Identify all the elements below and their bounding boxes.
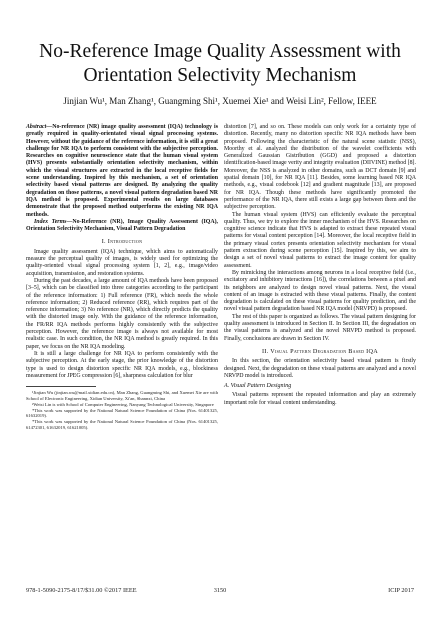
title-line-2: Orientation Selectivity Mechanism — [83, 65, 357, 86]
section-heading-visual-pattern: II. Visual Pattern Degradation Based IQA — [261, 347, 379, 355]
section-heading-introduction: I. Introduction — [101, 238, 143, 246]
index-terms-body: —No-Reference (NR), Image Quality Assessment (IQA), Orientation Selectivity Mechanism, Visual Pattern Degradation — [26, 218, 219, 233]
footnote-2: ²Weisi Lin is with School of Computer Engineering, Nanyang Technological University, Singapore — [32, 401, 214, 407]
abstract-body: —No-reference (NR) image quality assessment (IQA) technology is greatly required in quality-orientated visual signal processing systems. However, without the guidance of the reference information, it is still a great challenge for NR IQA to perform consistent with the subjective perception. Researches on cognitive neuroscience state that the human visual system (HVS) presents substantially orientation selectivity mechanism, within which the visual structures are extracted in the local receptive fields for scene understanding. Inspired by this mechanism, a set of orientation selectivity based visual patterns are designed. By analyzing the quality degradation on those patterns, a novel visual pattern degradation based NR IQA method is proposed. Experimental results on large databases demonstrate that the proposed method outperforms the existing NR IQA methods. — [26, 124, 218, 218]
footnote-3: *This work was supported by the National Natural Science Foundation of China (Nos. 61401325, 61632019). — [26, 407, 218, 419]
right-paragraph-4: The rest of this paper is organized as follows. The visual pattern designing for quality assessment is introduced in Section II. In Section III, the degradation on the visual patterns is analyzed and the novel NRVPD method is proposed. Finally, conclusions are drawn in Section IV. — [224, 313, 416, 342]
right-column — [224, 124, 416, 407]
abstract-lead: Abstract — [26, 124, 47, 130]
footnote-4: *This work was supported by the National Natural Science Foundation of China (Nos. 61401325, 61472301, 61632019, 61621005). — [26, 419, 218, 430]
title-line-1: No-Reference Image Quality Assessment with — [39, 41, 401, 62]
abstract — [26, 124, 218, 219]
footnote-1: ¹Jinjian Wu (jinjian.wu@mail.xidian.edu.cn), Man Zhang, Guangming Shi, and Xuemei Xie are with School of Electronic Engineering, Xidian University, Xi'an, Shannxi, China — [26, 390, 218, 401]
paper-title — [30, 40, 410, 88]
author-list: Jinjian Wu¹, Man Zhang¹, Guangming Shi¹, Xuemei Xie¹ and Weisi Lin², Fellow, IEEE — [63, 96, 377, 106]
footer-copyright: 978-1-5090-2175-8/17/$31.00 ©2017 IEEE — [26, 587, 137, 594]
right-paragraph-1: distortion [7], and so on. These models can only work for a certainty type of distortion. Recently, many no distortion specific NR IQA methods have been proposed. Following the characteristic of the natural scene statistic (NSS), Moorthy et al. analyzed the distribution of the wavelet coefficients with Generalized Gaussian Gistribution (GGD) and proposed a distortion identification-based image verity and integrity evaluation (DIIVINE) method [8]. Moreover, the NSS is analyzed in other domains, such as DCT domain [9] and spatial domain [10], for NR IQA [11]. Besides, some learning based NR IQA methods, e.g., visual codebook [12] and gradient magnitude [13], are proposed for NR IQA. Though these methods have significantly promoted the performance of the NR IQA, there still exists a large gap between them and the subjective perception. — [224, 124, 416, 211]
footnote-divider — [26, 386, 96, 387]
subsection-heading-visual-pattern-designing: A. Visual Pattern Designing — [224, 383, 292, 390]
right-paragraph-5: In this section, the orientation selectivity based visual pattern is firstly designed. Next, the degradation on these visual patterns are analyzed and a novel NRVPD model is introduced. — [224, 358, 416, 379]
right-paragraph-6: Visual patterns represent the repeated information and play an extremely important role for visual content understanding. — [224, 392, 416, 406]
right-paragraph-2: The human visual system (HVS) can efficiently evaluate the perceptual quality. Thus, we try to explore the inner mechanism of the HVS. Researches on cognitive science indicate that HVS is adapted to extract these repeated visual patterns for visual content perception [14]. Moreover, the local receptive field in the primary visual cortex presents orientation selectivity mechanism for visual pattern extraction during scene perception [15]. Inspired by this, we aim to design a set of novel visual patterns to extract the image content for quality assessment. — [224, 211, 416, 269]
footer-conference: ICIP 2017 — [388, 587, 414, 594]
intro-paragraph-2: During the past decades, a large amount of IQA methods have been proposed [3–5], which can be classified into three categories according to the participant of the reference information: 1) Full reference (FR), which needs the whole reference information; 2) Reduced reference (RR), which requires part of the reference information; 3) No reference (NR), which directly predicts the quality with the distorted image only. With the guidance of the reference information, the FR/RR IQA methods performs highly consistently with the subjective perception. However, the reference image is always not available for most realistic case. In such condition, the NR IQA method is greatly required. In this paper, we focus on the NR IQA modeling. — [26, 277, 218, 350]
intro-paragraph-3: It is still a large challenge for NR IQA to perform consistently with the subjective perception. At the early stage, the prior knowledge of the distortion type is used to design distortion specific NR IQA models, e.g., blockiness measurement for JPEG compression [6], sharpness calculation for blur — [26, 350, 218, 379]
index-terms — [26, 219, 218, 234]
footer-page-number: 3150 — [213, 587, 227, 594]
left-column — [26, 124, 218, 431]
right-paragraph-3: By mimicking the interactions among neurons in a local receptive field (i.e., excitatory and inhibitory interactions [16]), the correlations between a pixel and its neighbors are analyzed to design novel visual patterns. Next, the visual content of an image is extracted with these visual patterns. Finally, the content degradation is calculated on these visual patterns for quality prediction, and the novel visual pattern degradation based NR IQA model (NRVPD) is proposed. — [224, 269, 416, 313]
intro-paragraph-1: Image quality assessment (IQA) technique, which aims to automatically measure the perceptual quality of images, is widely used for optimizing the quality-oriented visual signal processing system [1, 2], e.g., image/video acquisition, transmission, and restoration systems. — [26, 248, 218, 277]
index-terms-lead: Index Terms — [34, 218, 67, 225]
footnotes — [26, 390, 218, 430]
